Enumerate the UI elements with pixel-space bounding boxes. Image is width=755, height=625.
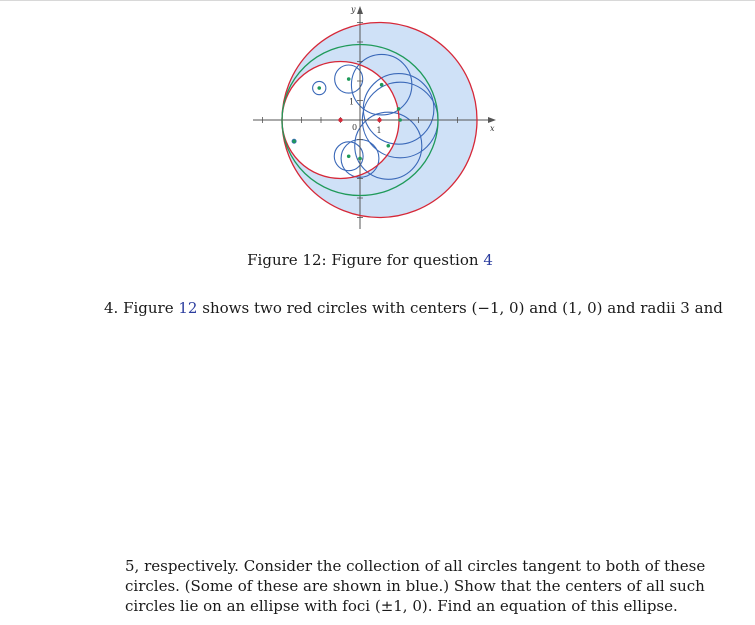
- blue-circle-center-dot: [317, 86, 321, 90]
- figure-reference-link[interactable]: 12: [178, 299, 198, 317]
- question-line-4: circles lie on an ellipse with foci (±1, 0). Find an equation of this ellipse.: [125, 597, 678, 615]
- blue-circle-center-dot: [397, 107, 401, 111]
- y-tick-label: 1: [349, 97, 355, 107]
- caption-ref: 4: [483, 251, 493, 269]
- question-line-2: 5, respectively. Consider the collection of all circles tangent to both of these: [125, 557, 706, 575]
- x-axis-arrow: [488, 117, 496, 123]
- question-number: 4.: [104, 299, 119, 317]
- figure-diagram: [0, 0, 755, 240]
- blue-circle-center-dot: [347, 77, 351, 81]
- x-tick-label: 1: [376, 126, 382, 135]
- red-center-point: [377, 118, 381, 122]
- question-continuation: [125, 556, 706, 616]
- origin-label: 0: [352, 123, 358, 132]
- blue-circle-center-dot: [386, 144, 390, 148]
- caption-prefix: Figure 12:: [247, 251, 327, 269]
- blue-circle-center-dot: [358, 157, 362, 161]
- blue-circle-center-dot: [398, 118, 402, 122]
- x-axis-label: x: [490, 124, 495, 133]
- blue-circle-center-dot: [292, 139, 296, 143]
- question-line1-rest: shows two red circles with centers (−1, 0) and (1, 0) and radii 3 and: [202, 299, 723, 317]
- question-line-1: [104, 298, 723, 318]
- y-axis-arrow: [357, 6, 363, 14]
- question-line-3: circles. (Some of these are shown in blue.) Show that the centers of all such: [125, 577, 705, 595]
- y-axis-label: y: [351, 5, 356, 14]
- blue-circle-center-dot: [347, 154, 351, 158]
- question-line1-start: Figure: [123, 299, 174, 317]
- blue-circle-center-dot: [380, 83, 384, 87]
- red-center-point: [338, 118, 342, 122]
- caption-text: Figure for question: [331, 251, 479, 269]
- figure-caption: [0, 251, 740, 269]
